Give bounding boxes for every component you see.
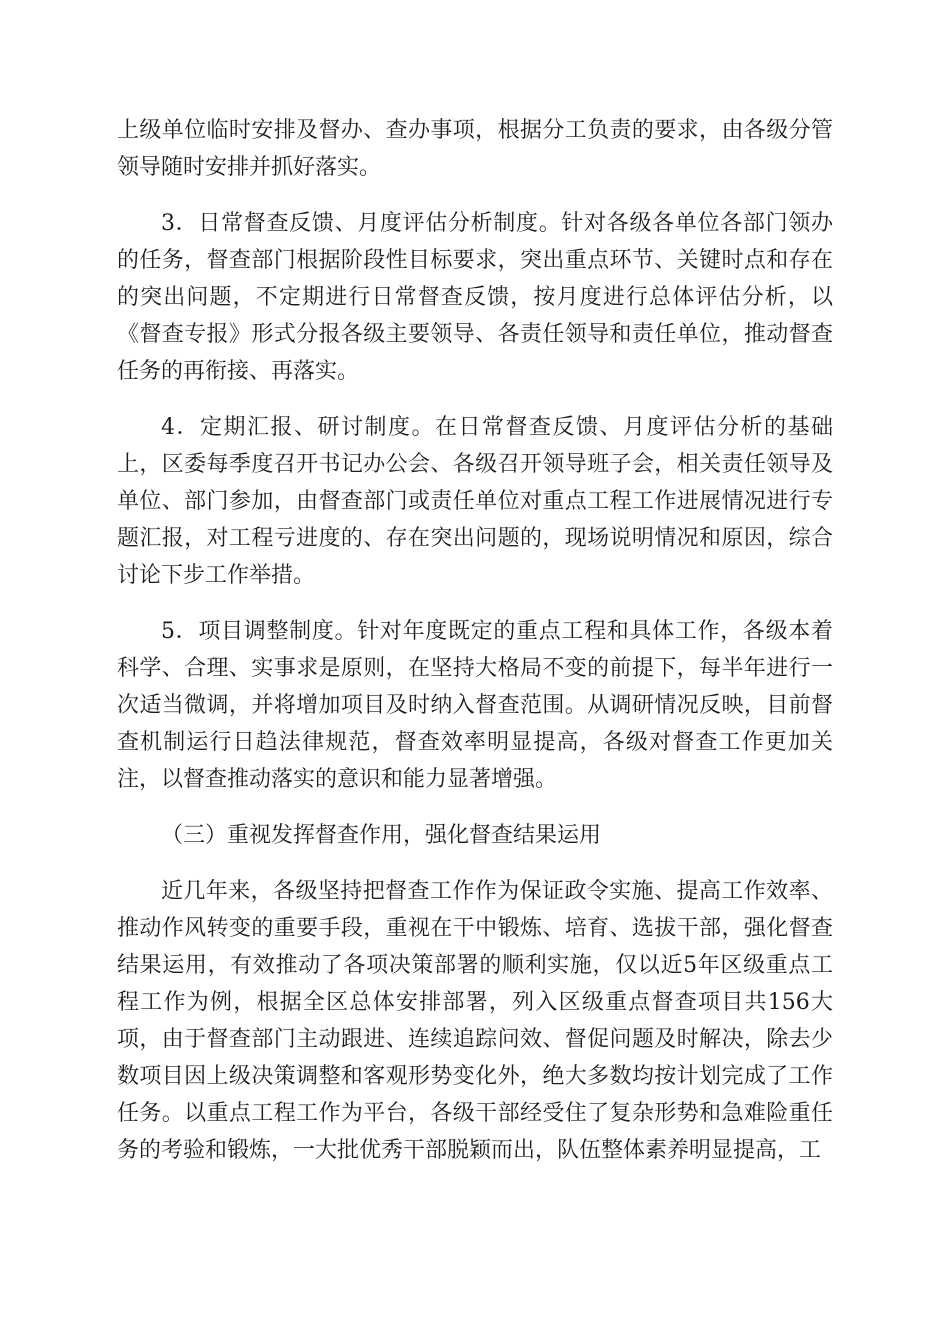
paragraph-item-5: 5．项目调整制度。针对年度既定的重点工程和具体工作，各级本着科学、合理、实事求是原则，在坚持大格局不变的前提下，每半年进行一次适当微调，并将增加项目及时纳入督查范围。从调研情况反映，目前督查机制运行日趋法律规范，督查效率明显提高，各级对督查工作更加关注，以督查推动落实的意识和能力显著增强。 — [117, 619, 833, 792]
document-body — [117, 112, 833, 1169]
paragraph-body: 近几年来，各级坚持把督查工作作为保证政令实施、提高工作效率、推动作风转变的重要手段，重视在干中锻炼、培育、选拔干部，强化督查结果运用，有效推动了各项决策部署的顺利实施，仅以近5年区级重点工程工作为例，根据全区总体安排部署，列入区级重点督查项目共156大项，由于督查部门主动跟进、连续追踪问效、督促问题及时解决，除去少数项目因上级决策调整和客观形势变化外，绝大多数均按计划完成了工作任务。以重点工程工作为平台，各级干部经受住了复杂形势和急难险重任务的考验和锻炼，一大批优秀干部脱颖而出，队伍整体素养明显提高，工 — [117, 879, 833, 1163]
paragraph-item-4: 4．定期汇报、研讨制度。在日常督查反馈、月度评估分析的基础上，区委每季度召开书记办公会、各级召开领导班子会，相关责任领导及单位、部门参加，由督查部门或责任单位对重点工程工作进展情况进行专题汇报，对工程亏进度的、存在突出问题的，现场说明情况和原因，综合讨论下步工作举措。 — [117, 415, 833, 588]
section-heading: （三）重视发挥督查作用，强化督查结果运用 — [161, 823, 602, 848]
paragraph-continuation: 上级单位临时安排及督办、查办事项，根据分工负责的要求，由各级分管领导随时安排并抓好落实。 — [117, 118, 833, 180]
paragraph-item-3: 3．日常督查反馈、月度评估分析制度。针对各级各单位各部门领办的任务，督查部门根据阶段性目标要求，突出重点环节、关键时点和存在的突出问题，不定期进行日常督查反馈，按月度进行总体评估分析，以《督查专报》形式分报各级主要领导、各责任领导和责任单位，推动督查任务的再衔接、再落实。 — [117, 211, 833, 384]
